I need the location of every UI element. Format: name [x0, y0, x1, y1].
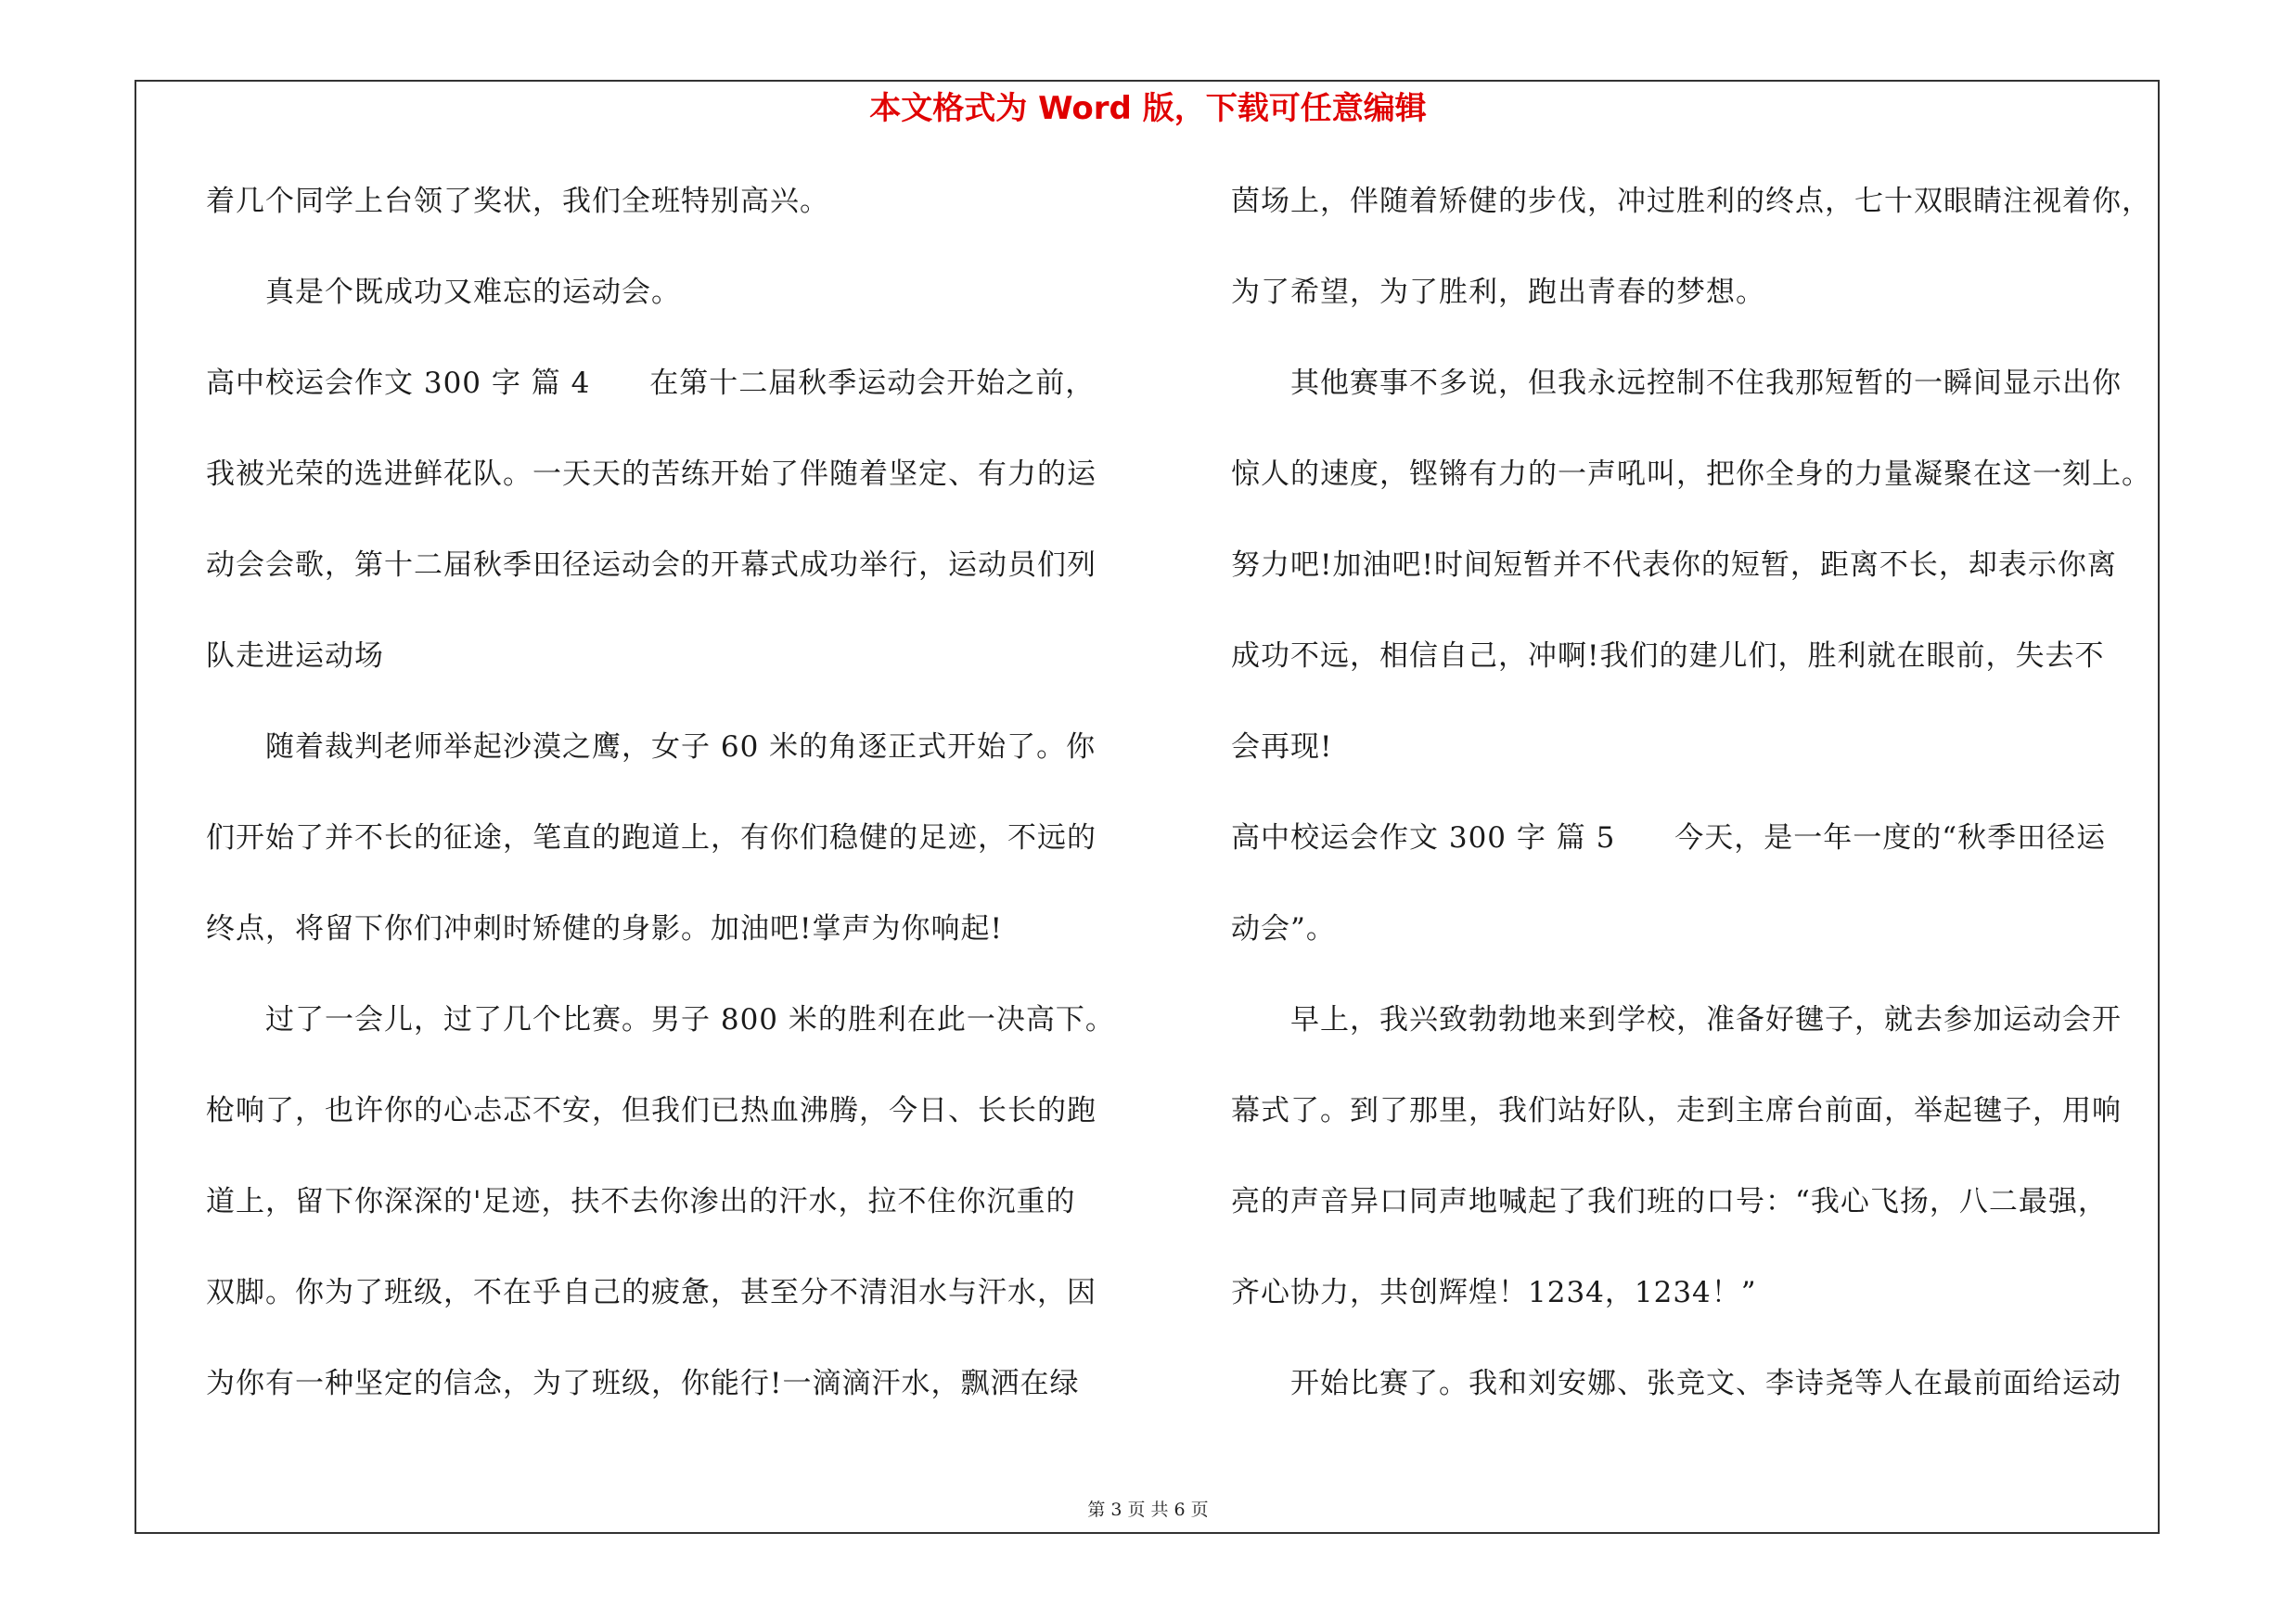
text-line: 队走进运动场: [206, 639, 384, 673]
text-line: 高中校运会作文 300 字 篇 4 在第十二届秋季运动会开始之前，: [206, 367, 1096, 400]
text-line: 随着裁判老师举起沙漠之鹰，女子 60 米的角逐正式开始了。你: [206, 730, 1097, 764]
text-line: 亮的声音异口同声地喊起了我们班的口号：“我心飞扬，八二最强，: [1231, 1185, 2108, 1218]
text-line: 开始比赛了。我和刘安娜、张竞文、李诗尧等人在最前面给运动: [1231, 1367, 2122, 1400]
text-line: 会再现!: [1231, 730, 1333, 764]
text-line: 枪响了，也许你的心忐忑不安，但我们已热血沸腾，今日、长长的跑: [206, 1094, 1097, 1127]
text-line: 我被光荣的选进鲜花队。一天天的苦练开始了伴随着坚定、有力的运: [206, 457, 1097, 491]
text-line: 幕式了。到了那里，我们站好队，走到主席台前面，举起毽子，用响: [1231, 1094, 2122, 1127]
text-line: 早上，我兴致勃勃地来到学校，准备好毽子，就去参加运动会开: [1231, 1003, 2122, 1037]
text-line: 道上，留下你深深的'足迹，扶不去你渗出的汗水，拉不住你沉重的: [206, 1185, 1076, 1218]
text-line: 高中校运会作文 300 字 篇 5 今天，是一年一度的“秋季田径运: [1231, 821, 2107, 855]
right-column: [1231, 183, 2159, 1456]
text-line: 其他赛事不多说，但我永远控制不住我那短暂的一瞬间显示出你: [1231, 367, 2122, 400]
text-line: 齐心协力，共创辉煌！1234，1234！”: [1231, 1276, 1757, 1309]
text-line: 着几个同学上台领了奖状，我们全班特别高兴。: [206, 185, 829, 218]
text-line: 成功不远，相信自己，冲啊!我们的建儿们，胜利就在眼前，失去不: [1231, 639, 2105, 673]
text-line: 为你有一种坚定的信念，为了班级，你能行!一滴滴汗水，飘洒在绿: [206, 1367, 1080, 1400]
text-line: 真是个既成功又难忘的运动会。: [206, 276, 681, 309]
text-line: 为了希望，为了胜利，跑出青春的梦想。: [1231, 276, 1765, 309]
text-line: 茵场上，伴随着矫健的步伐，冲过胜利的终点，七十双眼睛注视着你，: [1231, 185, 2151, 218]
page-number: 第 3 页 共 6 页: [1087, 1500, 1209, 1520]
text-line: 终点，将留下你们冲刺时矫健的身影。加油吧!掌声为你响起!: [206, 912, 1003, 946]
text-line: 动会会歌，第十二届秋季田径运动会的开幕式成功举行，运动员们列: [206, 548, 1097, 582]
text-line: 努力吧!加油吧!时间短暂并不代表你的短暂，距离不长，却表示你离: [1231, 548, 2117, 582]
text-line: 惊人的速度，铿锵有力的一声吼叫，把你全身的力量凝聚在这一刻上。: [1231, 457, 2151, 491]
word-format-banner: 本文格式为 Word 版，下载可任意编辑: [869, 90, 1427, 127]
left-column: [206, 183, 1152, 1456]
text-line: 们开始了并不长的征途，笔直的跑道上，有你们稳健的足迹，不远的: [206, 821, 1097, 855]
text-line: 动会”。: [1231, 912, 1336, 946]
text-line: 过了一会儿，过了几个比赛。男子 800 米的胜利在此一决高下。: [206, 1003, 1115, 1037]
text-line: 双脚。你为了班级，不在乎自己的疲惫，甚至分不清泪水与汗水，因: [206, 1276, 1097, 1309]
